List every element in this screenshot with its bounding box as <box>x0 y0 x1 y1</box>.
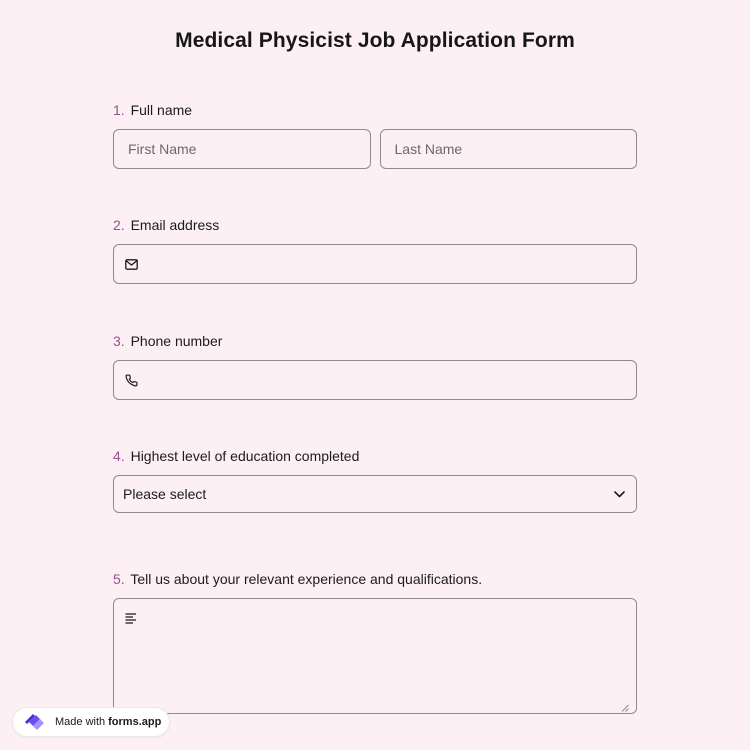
email-input[interactable] <box>113 244 637 284</box>
badge-prefix: Made with <box>55 716 106 728</box>
first-name-input[interactable] <box>113 129 371 169</box>
question-full-name <box>113 101 637 169</box>
select-value: Please select <box>123 486 207 502</box>
question-text: Full name <box>130 102 193 118</box>
question-label <box>113 570 637 588</box>
question-number: 3. <box>113 333 125 349</box>
phone-input[interactable] <box>113 360 637 400</box>
question-label <box>113 101 637 119</box>
question-education <box>113 447 637 513</box>
question-number: 2. <box>113 217 125 233</box>
last-name-input[interactable] <box>380 129 638 169</box>
name-row <box>113 129 637 169</box>
question-label <box>113 332 637 350</box>
question-label <box>113 216 637 234</box>
badge-brand: forms.app <box>108 716 162 728</box>
last-name-placeholder: Last Name <box>394 141 463 157</box>
resize-handle[interactable] <box>621 699 629 707</box>
education-select[interactable] <box>113 475 637 513</box>
made-with-badge[interactable] <box>12 707 170 737</box>
question-experience <box>113 570 637 714</box>
phone-icon <box>124 373 138 387</box>
envelope-icon <box>124 257 138 271</box>
text-align-icon <box>124 612 138 626</box>
forms-app-logo-icon <box>21 710 49 734</box>
question-text: Phone number <box>130 333 223 349</box>
question-number: 4. <box>113 448 125 464</box>
chevron-down-icon <box>612 487 626 501</box>
first-name-placeholder: First Name <box>128 141 197 157</box>
question-number: 1. <box>113 102 125 118</box>
question-text: Email address <box>130 217 220 233</box>
question-number: 5. <box>113 571 125 587</box>
question-text: Tell us about your relevant experience and qualifications. <box>130 571 483 587</box>
form-title: Medical Physicist Job Application Form <box>175 29 575 52</box>
question-email <box>113 216 637 284</box>
experience-textarea[interactable] <box>113 598 637 714</box>
question-phone <box>113 332 637 400</box>
question-text: Highest level of education completed <box>130 448 360 464</box>
question-label <box>113 447 637 465</box>
